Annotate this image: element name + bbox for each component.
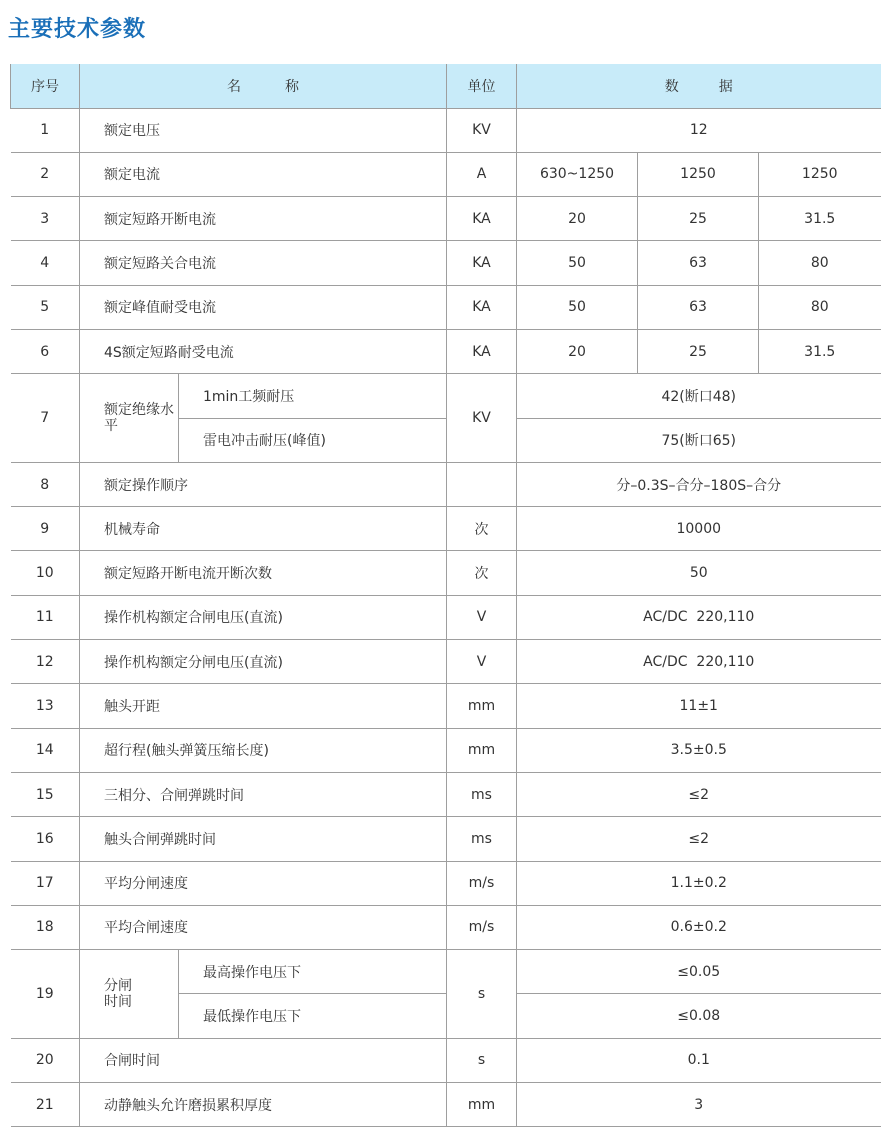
row-name: 4S额定短路耐受电流 xyxy=(80,329,447,373)
row-no: 10 xyxy=(11,551,80,595)
row-value: 3.5±0.5 xyxy=(517,728,881,772)
row-no: 5 xyxy=(11,285,80,329)
row-name: 机械寿命 xyxy=(80,507,447,551)
row-no: 19 xyxy=(11,950,80,1039)
table-row xyxy=(11,507,881,551)
row-unit: V xyxy=(447,595,517,639)
row-name: 合闸时间 xyxy=(80,1038,447,1082)
row-value: 0.1 xyxy=(517,1038,881,1082)
row-value: 75(断口65) xyxy=(517,418,881,462)
row-value: AC/DC 220,110 xyxy=(517,640,881,684)
row-name: 超行程(触头弹簧压缩长度) xyxy=(80,728,447,772)
row-unit: KA xyxy=(447,197,517,241)
table-row xyxy=(11,241,881,285)
row-value: 42(断口48) xyxy=(517,374,881,418)
row-value: 12 xyxy=(517,108,881,152)
row-name: 触头合闸弹跳时间 xyxy=(80,817,447,861)
row-unit: KV xyxy=(447,108,517,152)
row-no: 15 xyxy=(11,772,80,816)
row-no: 12 xyxy=(11,640,80,684)
row-value: ≤0.05 xyxy=(517,950,881,994)
table-row xyxy=(11,772,881,816)
row-value: ≤0.08 xyxy=(517,994,881,1038)
row-subname: 最高操作电压下 xyxy=(179,950,447,994)
row-unit: KA xyxy=(447,329,517,373)
header-data: 数据 xyxy=(517,64,881,108)
row-no: 8 xyxy=(11,462,80,506)
table-row xyxy=(11,595,881,639)
row-unit: ms xyxy=(447,817,517,861)
row-no: 21 xyxy=(11,1083,80,1127)
row-no: 9 xyxy=(11,507,80,551)
row-value: AC/DC 220,110 xyxy=(517,595,881,639)
row-unit: KA xyxy=(447,241,517,285)
row-no: 14 xyxy=(11,728,80,772)
row-value: 3 xyxy=(517,1083,881,1127)
header-unit: 单位 xyxy=(447,64,517,108)
table-row xyxy=(11,329,881,373)
row-value-3: 31.5 xyxy=(759,197,881,241)
row-no: 20 xyxy=(11,1038,80,1082)
row-name: 三相分、合闸弹跳时间 xyxy=(80,772,447,816)
table-row xyxy=(11,285,881,329)
table-row xyxy=(11,817,881,861)
row-unit: mm xyxy=(447,1083,517,1127)
row-unit xyxy=(447,462,517,506)
row-name: 额定短路开断电流 xyxy=(80,197,447,241)
row-no: 17 xyxy=(11,861,80,905)
row-unit: 次 xyxy=(447,507,517,551)
row-name: 平均合闸速度 xyxy=(80,905,447,949)
row-value-2: 25 xyxy=(638,197,759,241)
row-value: ≤2 xyxy=(517,817,881,861)
row-name: 额定电压 xyxy=(80,108,447,152)
row-name: 额定短路开断电流开断次数 xyxy=(80,551,447,595)
header-row xyxy=(11,64,881,108)
header-no: 序号 xyxy=(11,64,80,108)
row-no: 13 xyxy=(11,684,80,728)
row-value-1: 50 xyxy=(517,285,638,329)
row-no: 2 xyxy=(11,152,80,196)
row-no: 7 xyxy=(11,374,80,463)
row-value-3: 80 xyxy=(759,241,881,285)
row-unit: V xyxy=(447,640,517,684)
row-unit: KV xyxy=(447,374,517,463)
row-value-1: 20 xyxy=(517,329,638,373)
row-name: 额定操作顺序 xyxy=(80,462,447,506)
row-no: 16 xyxy=(11,817,80,861)
table-row xyxy=(11,152,881,196)
row-value-1: 20 xyxy=(517,197,638,241)
row-unit: s xyxy=(447,1038,517,1082)
row-subname: 1min工频耐压 xyxy=(179,374,447,418)
row-name: 分闸时间 xyxy=(80,950,179,1039)
row-subname: 最低操作电压下 xyxy=(179,994,447,1038)
row-unit: mm xyxy=(447,684,517,728)
row-unit: A xyxy=(447,152,517,196)
row-unit: mm xyxy=(447,728,517,772)
row-value-3: 80 xyxy=(759,285,881,329)
row-no: 6 xyxy=(11,329,80,373)
row-no: 11 xyxy=(11,595,80,639)
row-name: 触头开距 xyxy=(80,684,447,728)
row-no: 4 xyxy=(11,241,80,285)
row-name: 操作机构额定分闸电压(直流) xyxy=(80,640,447,684)
row-value-1: 630~1250 xyxy=(517,152,638,196)
table-row xyxy=(11,905,881,949)
row-unit: m/s xyxy=(447,861,517,905)
row-name: 额定峰值耐受电流 xyxy=(80,285,447,329)
row-name: 操作机构额定合闸电压(直流) xyxy=(80,595,447,639)
row-value-2: 63 xyxy=(638,285,759,329)
row-value-3: 1250 xyxy=(759,152,881,196)
table-row xyxy=(11,861,881,905)
row-no: 1 xyxy=(11,108,80,152)
row-name: 平均分闸速度 xyxy=(80,861,447,905)
row-name: 额定电流 xyxy=(80,152,447,196)
row-unit: m/s xyxy=(447,905,517,949)
row-no: 18 xyxy=(11,905,80,949)
table-row xyxy=(11,197,881,241)
row-value-2: 1250 xyxy=(638,152,759,196)
row-value: 1.1±0.2 xyxy=(517,861,881,905)
row-value: 分–0.3S–合分–180S–合分 xyxy=(517,462,881,506)
table-row xyxy=(11,684,881,728)
header-name: 名称 xyxy=(80,64,447,108)
row-value: ≤2 xyxy=(517,772,881,816)
row-unit: KA xyxy=(447,285,517,329)
row-name: 额定短路关合电流 xyxy=(80,241,447,285)
spec-table xyxy=(10,64,881,1127)
table-row xyxy=(11,1083,881,1127)
row-value: 11±1 xyxy=(517,684,881,728)
table-row xyxy=(11,728,881,772)
table-row xyxy=(11,1038,881,1082)
row-value: 0.6±0.2 xyxy=(517,905,881,949)
row-name: 额定绝缘水平 xyxy=(80,374,179,463)
table-row xyxy=(11,551,881,595)
row-value-2: 25 xyxy=(638,329,759,373)
table-row xyxy=(11,950,881,994)
table-row xyxy=(11,462,881,506)
row-value: 50 xyxy=(517,551,881,595)
row-subname: 雷电冲击耐压(峰值) xyxy=(179,418,447,462)
row-value: 10000 xyxy=(517,507,881,551)
table-row xyxy=(11,108,881,152)
row-name: 动静触头允许磨损累积厚度 xyxy=(80,1083,447,1127)
table-row xyxy=(11,640,881,684)
page-title: 主要技术参数 xyxy=(8,17,147,42)
row-unit: 次 xyxy=(447,551,517,595)
table-row xyxy=(11,374,881,418)
row-value-3: 31.5 xyxy=(759,329,881,373)
row-no: 3 xyxy=(11,197,80,241)
row-unit: ms xyxy=(447,772,517,816)
row-unit: s xyxy=(447,950,517,1039)
row-value-1: 50 xyxy=(517,241,638,285)
row-value-2: 63 xyxy=(638,241,759,285)
